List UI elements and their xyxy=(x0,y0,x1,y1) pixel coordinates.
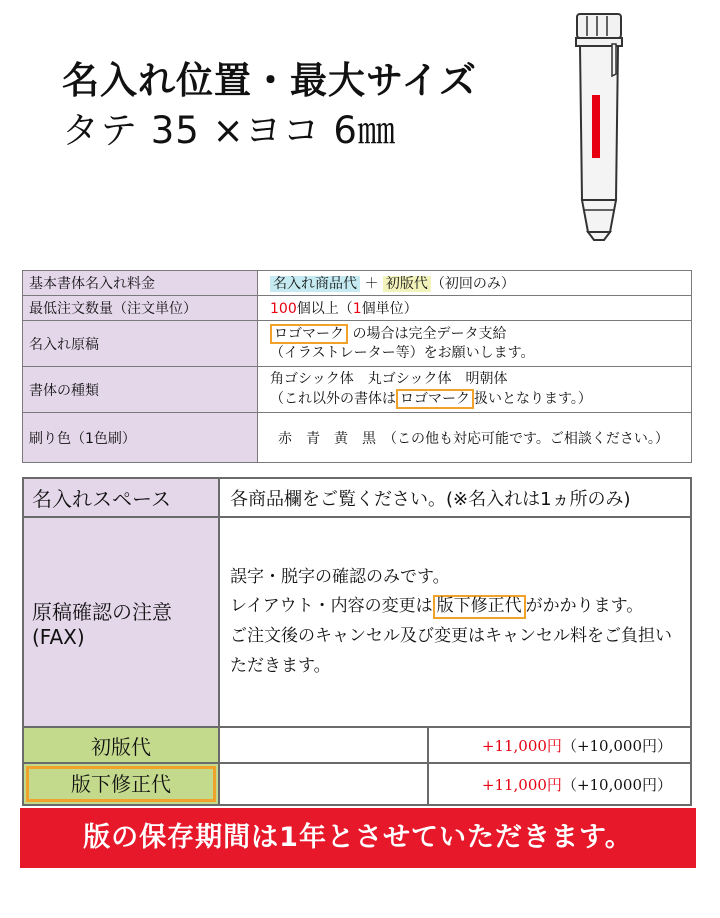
initial-fee-price: +11,000円（+10,000円） xyxy=(428,727,691,763)
revision-fee-box: 版下修正代 xyxy=(433,595,526,619)
print-color-label: 刷り色（1色刷） xyxy=(23,413,258,463)
imprint-space-table xyxy=(22,477,692,806)
initial-fee-label: 初版代 xyxy=(23,727,219,763)
proof-check-label: 原稿確認の注意 (FAX) xyxy=(23,517,219,727)
revision-fee-blank xyxy=(219,763,428,805)
print-size-subtitle: タテ 35 ×ヨコ 6㎜ xyxy=(62,109,396,152)
pen-illustration-icon xyxy=(570,10,630,242)
font-type-label: 書体の種類 xyxy=(23,367,258,413)
space-label: 名入れスペース xyxy=(23,478,219,517)
space-value: 各商品欄をご覧ください。(※名入れは1ヵ所のみ) xyxy=(219,478,691,517)
manuscript-value: ロゴマーク の場合は完全データ支給 （イラストレーター等）をお願いします。 xyxy=(258,321,692,367)
initial-fee-blank xyxy=(219,727,428,763)
manuscript-label: 名入れ原稿 xyxy=(23,321,258,367)
font-type-value: 角ゴシック体 丸ゴシック体 明朝体 （これ以外の書体は ロゴマーク 扱いとなります。） xyxy=(258,367,692,413)
base-fee-label: 基本書体名入れ料金 xyxy=(23,271,258,296)
revision-fee-price: +11,000円（+10,000円） xyxy=(428,763,691,805)
page-title: 名入れ位置・最大サイズ xyxy=(62,59,478,102)
imprint-area-marker xyxy=(592,95,600,158)
storage-notice-banner: 版の保存期間は1年とさせていただきます。 xyxy=(20,808,696,868)
min-order-value: 100個以上（1個単位） xyxy=(258,296,692,321)
base-fee-value: 名入れ商品代 ＋ 初版代 （初回のみ） xyxy=(258,271,692,296)
proof-check-value: 誤字・脱字の確認のみです。 レイアウト・内容の変更は 版下修正代 がかかります。 ご注文後のキャンセル及び変更はキャンセル料をご負担いただきます。 xyxy=(219,517,691,727)
logo-mark-box: ロゴマーク xyxy=(396,389,474,409)
info-table xyxy=(22,270,692,463)
logo-mark-box: ロゴマーク xyxy=(270,324,348,344)
revision-fee-label: 版下修正代 xyxy=(23,763,219,805)
print-color-value: 赤 青 黄 黒 （この他も対応可能です。ご相談ください。） xyxy=(258,413,692,463)
min-order-label: 最低注文数量（注文単位） xyxy=(23,296,258,321)
